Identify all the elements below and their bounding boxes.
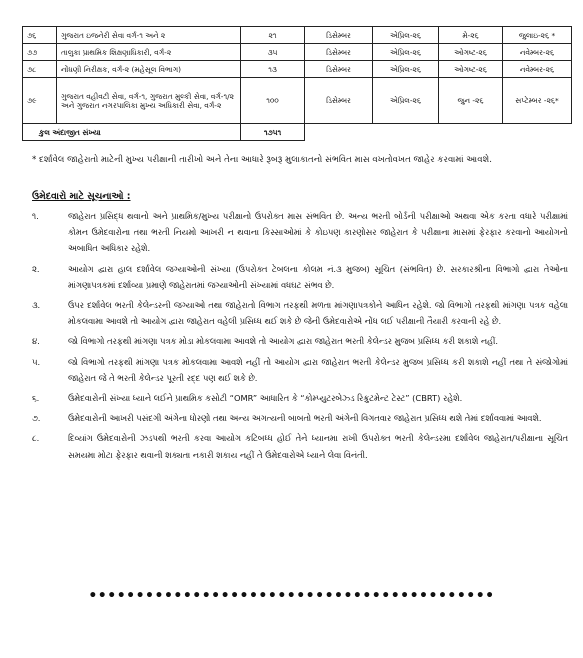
instruction-item xyxy=(28,430,568,462)
prelim-result-cell: ઓગષ્ટ-૨૬ xyxy=(439,61,503,78)
closing-dot-separator: ••••••••••••••••••••••••••••••••••••••••••• xyxy=(88,588,495,604)
prelim-result-cell: ઓગષ્ટ-૨૬ xyxy=(439,44,503,61)
instruction-number: ૩. xyxy=(32,300,41,311)
vacancy-count-cell: ૧૦૦ xyxy=(241,78,305,124)
main-exam-cell: સપ્ટેમ્બર -૨૬* xyxy=(503,78,572,124)
prelim-exam-cell: એપ્રિલ-૨૬ xyxy=(373,61,439,78)
instruction-text: ઉમેદવારોની આખરી પસંદગી અંગેના ધોરણો તથા અન્ય અગત્યની બાબતો ભરતી અંગેની વિગતવાર જાહેરાત પ્રસિધ્ધ થશે તેમાં દર્શાવવામાં આવશે. xyxy=(68,413,542,424)
post-name-cell: ગુજરાત વહીવટી સેવા, વર્ગ-૧, ગુજરાત મુલ્કી સેવા, વર્ગ-૧/૨ અને ગુજરાત નગરપાલિકા મુખ્ય અધિકારી સેવા, વર્ગ-૨ xyxy=(57,78,241,124)
serial-cell: ૭૬ xyxy=(23,27,57,44)
prelim-result-cell: મે-૨૬ xyxy=(439,27,503,44)
advertisement-month-cell: ડિસેમ્બર xyxy=(305,61,373,78)
vacancy-count-cell: ૨૧ xyxy=(241,27,305,44)
instruction-item xyxy=(28,354,568,386)
total-label: કુલ અંદાજીત સંખ્યા xyxy=(23,124,241,141)
prelim-result-cell: જુન -૨૬ xyxy=(439,78,503,124)
instruction-item xyxy=(28,208,568,257)
main-exam-cell: નવેમ્બર-૨૬ xyxy=(503,44,572,61)
instruction-number: ૫. xyxy=(32,356,41,367)
total-row xyxy=(23,124,572,141)
instruction-item xyxy=(28,297,568,329)
table-row xyxy=(23,44,572,61)
serial-cell: ૭૮ xyxy=(23,61,57,78)
instruction-number: ૨. xyxy=(32,263,40,274)
recruitment-schedule-table xyxy=(22,26,572,141)
instruction-text: આયોગ દ્વારા હાલ દર્શાવેલ જગ્યાઓની સંખ્યા (ઉપરોક્ત ટેબલના કોલમ નં.૩ મુજબ) સૂચિત (સંભવિત) છે. સરકારશ્રીના વિભાગો દ્વારા તેઓના માંગણાપત્રકમાં દર્શાવ્યા પ્રમાણે જાહેરાતમાં જગ્યાઓની સંખ્યામાં વધઘટ સંભવ છે. xyxy=(68,263,568,290)
instruction-number: ૧. xyxy=(32,211,39,221)
instruction-item xyxy=(28,333,568,349)
instruction-text: ઉપર દર્શાવેલ ભરતી કેલેન્ડરની જગ્યાઓ તથા જાહેરાતો વિભાગ તરફથી મળતા માંગણાપત્રકોને આધિન રહેશે. જો વિભાગો તરફથી માંગણા પત્રક વહેલા મોકલવામા આવશે તો આયોગ દ્વારા જાહેરાત વહેલી પ્રસિધ્ધ થઈ શકે છે જેની ઉમેદવારોએ નોંધ લઈ પરીક્ષાની તૈયારી કરવાની રહે છે. xyxy=(68,300,568,327)
total-value: ૧૭૫૧ xyxy=(241,124,305,141)
prelim-exam-cell: એપ્રિલ-૨૬ xyxy=(373,44,439,61)
instruction-text: ઉમેદવારોની સંખ્યા ધ્યાને લઈને પ્રાથમિક કસોટી “OMR” આધારિત કે “કોમ્પ્યુટરબેઝ્ડ રિક્રુટમેન્ટ ટેસ્ટ” (CBRT) રહેશે. xyxy=(68,393,463,404)
instruction-item xyxy=(28,390,568,406)
vacancy-count-cell: ૧૩ xyxy=(241,61,305,78)
instruction-text: જો વિભાગો તરફથી માંગણા પત્રક મોકલવામા આવશે નહીં તો આયોગ દ્વારા જાહેરાત ભરતી કેલેન્ડર મુજબ પ્રસિધ્ધ કરી શકાશે નહીં તથા તે સંજોગોમાં જાહેરાત જે તે ભરતી કેલેન્ડર પૂરતી રદ્દ પણ થઈ શકે છે. xyxy=(68,356,568,383)
main-exam-cell: નવેમ્બર-૨૬ xyxy=(503,61,572,78)
table-row xyxy=(23,61,572,78)
post-name-cell: ગુજરાત ઇજનેરી સેવા વર્ગ-૧ અને ૨ xyxy=(57,27,241,44)
footnote: * દર્શાવેલ જાહેરાતો માટેની મુખ્ય પરીક્ષાની તારીખો અને તેના આધારે રૂબરૂ મુલાકાતનો સંભવિત માસ વખતોવખત જાહેર કરવામાં આવશે. xyxy=(32,155,492,165)
table-row xyxy=(23,78,572,124)
instructions-list xyxy=(28,208,568,467)
instruction-text: જો વિભાગો તરફથી માંગણા પત્રક મોડા મોકલવામા આવશે તો આયોગ દ્વારા જાહેરાત ભરતી કેલેન્ડર મુજબ પ્રસિધ્ધ કરી શકાશે નહીં. xyxy=(68,336,499,347)
advertisement-month-cell: ડિસેમ્બર xyxy=(305,44,373,61)
instruction-item xyxy=(28,410,568,426)
vacancy-count-cell: ૩૫ xyxy=(241,44,305,61)
instruction-item xyxy=(28,261,568,293)
table-row xyxy=(23,27,572,44)
instruction-text: દિવ્યાંગ ઉમેદવારોની ઝડપથી ભરતી કરવા આયોગ કટિબધ્ધ હોઈ તેને ધ્યાનમા રાખી ઉપરોક્ત ભરતી કેલેન્ડરમા દર્શાવેલ જાહેરાત/પરીક્ષાના સૂચિત સમયમા મોટા ફેરફાર થવાની શક્યતા નકારી શકાય નહીં તે ઉમેદવારોએ ધ્યાને લેવા વિનંતી. xyxy=(68,433,568,460)
advertisement-month-cell: ડિસેમ્બર xyxy=(305,78,373,124)
main-exam-cell: જુલાઇ-૨૬ * xyxy=(503,27,572,44)
serial-cell: ૭૭ xyxy=(23,44,57,61)
instruction-number: ૭. xyxy=(32,413,41,424)
post-name-cell: તાલુકા પ્રાથમિક શિક્ષણાધિકારી, વર્ગ-૨ xyxy=(57,44,241,61)
instruction-number: ૬. xyxy=(32,393,40,404)
prelim-exam-cell: એપ્રિલ-૨૬ xyxy=(373,78,439,124)
advertisement-month-cell: ડિસેમ્બર xyxy=(305,27,373,44)
serial-cell: ૭૯ xyxy=(23,78,57,124)
instruction-number: ૮. xyxy=(32,433,40,444)
post-name-cell: નોંધણી નિરીક્ષક, વર્ગ-૨ (મહેસૂલ વિભાગ) xyxy=(57,61,241,78)
instructions-heading: ઉમેદવારો માટે સૂચનાઓ : xyxy=(32,191,131,202)
instruction-number: ૪. xyxy=(32,336,40,347)
instruction-text: જાહેરાત પ્રસિદ્ધ થવાનો અને પ્રાથમિક/મુખ્ય પરીક્ષાનો ઉપરોક્ત માસ સંભવિત છે. અન્ય ભરતી બોર્ડની પરીક્ષાઓ અથવા એક કરતા વધારે પરીક્ષામાં કોમન ઉમેદવારોના તથા ભરતી નિયમો આખરી ન થવાના કિસ્સાઓમાં કે કોઇપણ કારણોસર જાહેરાત કે પરીક્ષાના માસમાં ફેરફાર કરવાનો આયોગનો અબાધિત અધિકાર રહેશે. xyxy=(68,211,568,254)
prelim-exam-cell: એપ્રિલ-૨૬ xyxy=(373,27,439,44)
empty-cell xyxy=(305,124,572,141)
